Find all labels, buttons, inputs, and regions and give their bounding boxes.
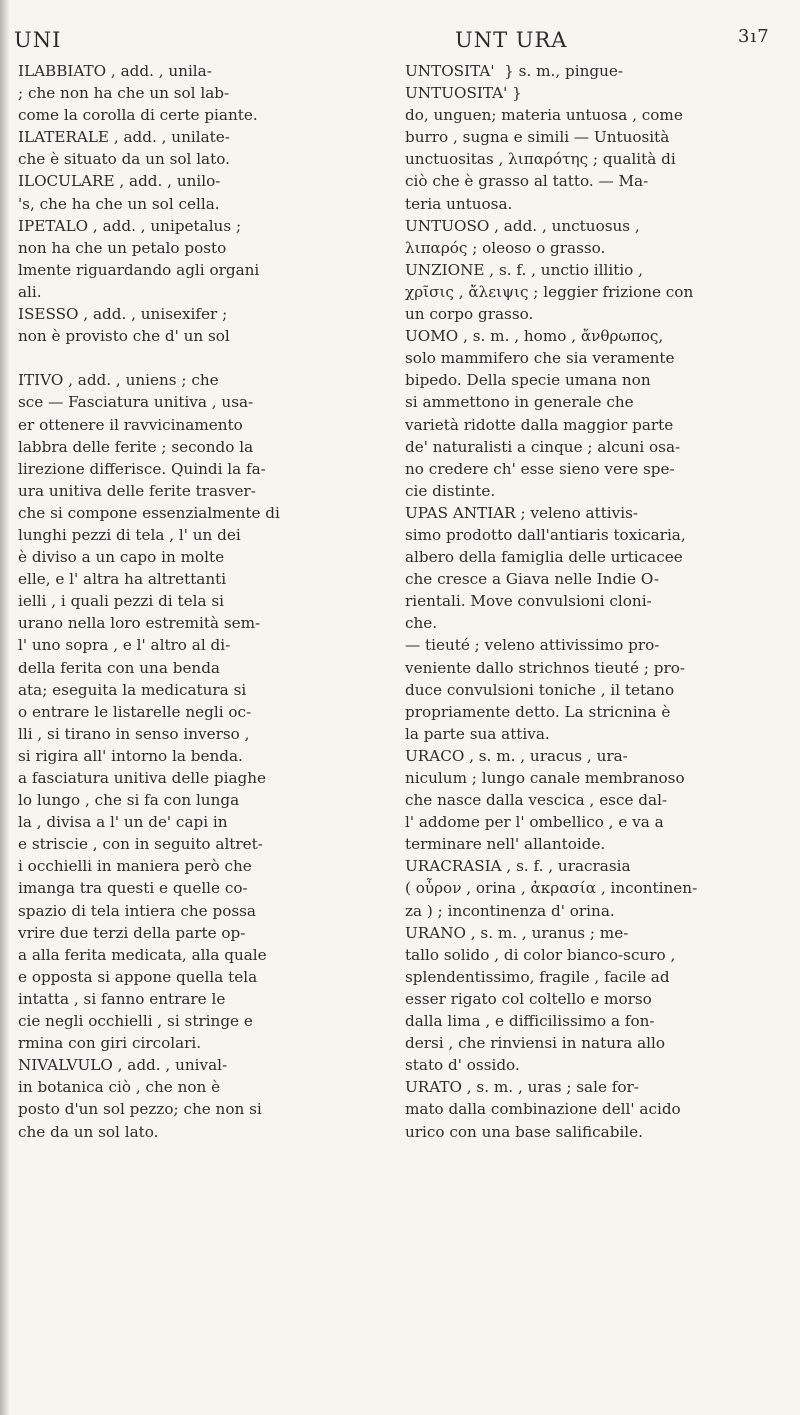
- text-line: ali.: [18, 282, 42, 301]
- text-line: UNZIONE , s. f. , unctio illitio ,: [405, 260, 643, 279]
- text-line: non è provisto che d' un sol: [18, 327, 230, 346]
- text-line: NIVALVULO , add. , unival-: [18, 1056, 228, 1075]
- running-head-center: UNT URA: [455, 28, 568, 52]
- text-line: ciò che è grasso al tatto. — Ma-: [405, 172, 649, 191]
- text-line: lli , si tirano in senso inverso ,: [18, 724, 250, 743]
- text-line: elle, e l' altra ha altrettanti: [18, 570, 227, 589]
- text-line: dalla lima , e difficilissimo a fon-: [405, 1012, 655, 1031]
- text-line: burro , sugna e simili — Untuosità: [405, 128, 670, 147]
- text-line: — tieuté ; veleno attivissimo pro-: [405, 636, 660, 655]
- text-line: lo lungo , che si fa con lunga: [18, 791, 240, 810]
- text-line: ITIVO , add. , uniens ; che: [18, 371, 219, 390]
- text-line: e opposta si appone quella tela: [18, 967, 258, 986]
- text-line: ; che non ha che un sol lab-: [18, 84, 230, 103]
- text-line: e striscie , con in seguito altret-: [18, 835, 263, 854]
- text-line: dersi , che rinviensi in natura allo: [405, 1034, 666, 1053]
- text-line: solo mammifero che sia veramente: [405, 349, 675, 368]
- text-line: i occhielli in maniera però che: [18, 857, 252, 876]
- text-line: niculum ; lungo canale membranoso: [405, 769, 685, 787]
- text-line: cie negli occhielli , si stringe e: [18, 1012, 253, 1031]
- text-line: mato dalla combinazione dell' acido: [405, 1100, 681, 1119]
- text-line: za ) ; incontinenza d' orina.: [405, 901, 615, 920]
- text-line: si rigira all' intorno la benda.: [18, 746, 243, 765]
- text-line: tallo solido , di color bianco-scuro ,: [405, 945, 676, 964]
- text-line: splendentissimo, fragile , facile ad: [405, 967, 670, 986]
- text-line: UPAS ANTIAR ; veleno attivis-: [405, 503, 639, 522]
- text-line: ata; eseguita la medicatura si: [18, 680, 247, 699]
- text-line: unctuositas , λιπαρότης ; qualità di: [405, 150, 676, 169]
- text-line: posto d'un sol pezzo; che non si: [18, 1100, 262, 1119]
- text-line: URACO , s. m. , uracus , ura-: [405, 746, 628, 765]
- text-line: in botanica ciò , che non è: [18, 1078, 221, 1097]
- text-line: che da un sol lato.: [18, 1122, 159, 1141]
- text-line: ILABBIATO , add. , unila-: [18, 62, 212, 80]
- text-line: URACRASIA , s. f. , uracrasia: [405, 857, 631, 876]
- text-line: 's, che ha che un sol cella.: [18, 194, 220, 213]
- text-line: albero della famiglia delle urticacee: [405, 548, 683, 567]
- text-line: esser rigato col coltello e morso: [405, 989, 652, 1008]
- text-line: UNTUOSITA' }: [405, 84, 522, 103]
- text-line: non ha che un petalo posto: [18, 238, 227, 257]
- text-line: imanga tra questi e quelle co-: [18, 879, 248, 898]
- text-line: spazio di tela intiera che possa: [18, 901, 256, 920]
- text-line: urico con una base salificabile.: [405, 1122, 643, 1141]
- text-line: UNTOSITA' } s. m., pingue-: [405, 62, 623, 80]
- text-line: terminare nell' allantoide.: [405, 835, 606, 854]
- text-line: l' uno sopra , e l' altro al di-: [18, 636, 231, 655]
- text-line: varietà ridotte dalla maggior parte: [405, 415, 674, 434]
- text-line: che cresce a Giava nelle Indie O-: [405, 570, 659, 589]
- text-line: si ammettono in generale che: [405, 393, 634, 412]
- text-line: UNTUOSO , add. , unctuosus ,: [405, 216, 640, 235]
- text-line: labbra delle ferite ; secondo la: [18, 437, 254, 456]
- text-line: lunghi pezzi di tela , l' un dei: [18, 525, 241, 544]
- text-line: l' addome per l' ombellico , e va a: [405, 813, 664, 832]
- text-line: ( οὖρον , orina , ἀκρασία , incontinen-: [405, 879, 698, 898]
- text-line: χρῖσις , ἄλειψις ; leggier frizione con: [405, 282, 694, 301]
- page-number: 3ı7: [738, 26, 770, 47]
- text-line: la , divisa a l' un de' capi in: [18, 813, 228, 832]
- text-line: che si compone essenzialmente di: [18, 503, 280, 522]
- text-line: della ferita con una benda: [18, 658, 220, 677]
- left-column: [18, 60, 398, 1143]
- text-line: no credere ch' esse sieno vere spe-: [405, 459, 675, 478]
- text-line: duce convulsioni toniche , il tetano: [405, 680, 675, 699]
- text-line: cie distinte.: [405, 481, 496, 500]
- text-line: che.: [405, 614, 438, 633]
- right-column: [405, 60, 790, 1143]
- text-line: o entrare le listarelle negli oc-: [18, 702, 252, 721]
- text-line: vrire due terzi della parte op-: [18, 923, 246, 942]
- text-line: ielli , i quali pezzi di tela si: [18, 592, 224, 611]
- text-line: che è situato da un sol lato.: [18, 150, 230, 169]
- text-line: urano nella loro estremità sem-: [18, 614, 261, 633]
- text-line: ISESSO , add. , unisexifer ;: [18, 305, 228, 324]
- text-line: bipedo. Della specie umana non: [405, 371, 651, 390]
- text-line: veniente dallo strichnos tieuté ; pro-: [405, 658, 686, 677]
- text-line: simo prodotto dall'antiaris toxicaria,: [405, 525, 686, 544]
- text-line: sce — Fasciatura unitiva , usa-: [18, 393, 254, 412]
- text-line: λιπαρός ; oleoso o grasso.: [405, 238, 606, 257]
- text-line: un corpo grasso.: [405, 305, 534, 324]
- text-line: lmente riguardando agli organi: [18, 260, 260, 279]
- text-line: la parte sua attiva.: [405, 724, 550, 743]
- running-head-left: UNI: [14, 28, 62, 52]
- text-line: er ottenere il ravvicinamento: [18, 415, 243, 434]
- text-line: ILATERALE , add. , unilate-: [18, 128, 230, 147]
- text-line: de' naturalisti a cinque ; alcuni osa-: [405, 437, 681, 456]
- text-line: ILOCULARE , add. , unilo-: [18, 172, 221, 191]
- text-line: URATO , s. m. , uras ; sale for-: [405, 1078, 639, 1097]
- text-line: teria untuosa.: [405, 194, 513, 213]
- text-line: lirezione differisce. Quindi la fa-: [18, 459, 266, 478]
- text-line: rientali. Move convulsioni cloni-: [405, 592, 652, 611]
- text-line: a alla ferita medicata, alla quale: [18, 945, 267, 964]
- text-line: URANO , s. m. , uranus ; me-: [405, 923, 629, 942]
- text-line: stato d' ossido.: [405, 1056, 520, 1075]
- text-line: che nasce dalla vescica , esce dal-: [405, 791, 668, 810]
- text-line: UOMO , s. m. , homo , ἄνθρωπος,: [405, 327, 664, 346]
- text-line: è diviso a un capo in molte: [18, 548, 225, 567]
- text-line: [18, 347, 398, 369]
- text-line: intatta , si fanno entrare le: [18, 989, 226, 1008]
- text-line: a fasciatura unitiva delle piaghe: [18, 769, 267, 787]
- binding-gutter: [0, 0, 10, 1415]
- text-line: ura unitiva delle ferite trasver-: [18, 481, 256, 500]
- text-line: come la corolla di certe piante.: [18, 106, 258, 125]
- text-line: do, unguen; materia untuosa , come: [405, 106, 683, 125]
- text-line: rmina con giri circolari.: [18, 1034, 202, 1053]
- text-line: propriamente detto. La stricnina è: [405, 702, 671, 721]
- text-line: IPETALO , add. , unipetalus ;: [18, 216, 242, 235]
